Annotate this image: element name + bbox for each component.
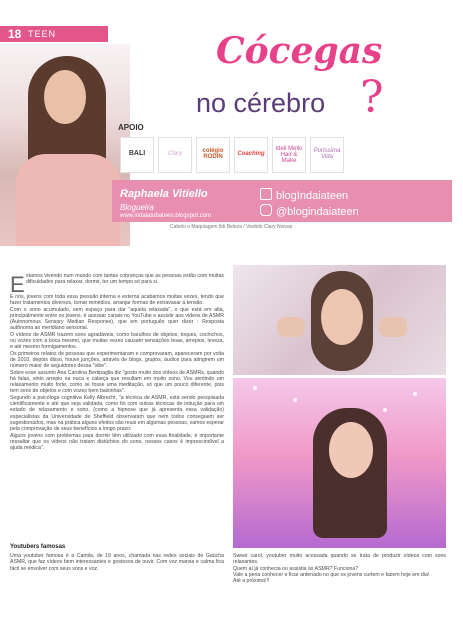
author-role: Blogueira bbox=[120, 203, 154, 212]
youtuber-photo-2 bbox=[233, 378, 446, 548]
sponsor-logo-rodin: colégio RODIN bbox=[196, 137, 230, 173]
subheading-youtubers: Youtubers famosas bbox=[10, 544, 66, 550]
paragraph-11: Quem aí já conhecia ou assistia às ASMR? Funciona? bbox=[233, 565, 359, 572]
paragraph-1: stamos vivendo num mundo com tantas cobranças que as pessoas estão com muitas dificuldades para relaxar, dormir, ter um tempo só para si. bbox=[26, 273, 224, 286]
paragraph-2: E nós, jovens com toda essa pressão interna e externa acabamos muitas vezes, tendo que fazer tratamentos diversos, tomar remédios, arranjar formas de extravasar a tensão. bbox=[10, 294, 224, 307]
instagram-handle[interactable]: @blogindaiateen bbox=[260, 204, 359, 218]
paragraph-13: Até a próxima!!! bbox=[233, 578, 270, 585]
facebook-handle[interactable]: blogIndaiateen bbox=[260, 188, 348, 202]
author-name: Raphaela Vitiello bbox=[120, 188, 208, 200]
paragraph-5: Os primeiros relatos de pessoas que experimentaram e comprovaram, apareceram por volta de 2010, depois disso, houve junções, através de blogs, grupos, áudios para atingirem um número maior de seguidores dessa "vibe". bbox=[10, 350, 224, 370]
instagram-icon bbox=[260, 204, 272, 216]
paragraph-7: Segundo a psicóloga cognitiva Kelly Albrecht, "a técnica de ASMR, está sendo pesquisada cientificamente e até que seja validada, como foi com outras técnicas de indução para um estado de relaxamento e sono, (como a hipnose que já apresenta essa validação) especialistas da Universidade de Sheffield observaram que nem todos conseguem ser sugestionados, mas na prática alguns efeitos são reais em algumas pessoas, vamos esperar pela comprovação de seus benefícios a longo prazo. bbox=[10, 394, 224, 433]
paragraph-4: O vídeos de ASMR trazem sons agradáveis, como barulhos de objetos, toques, cochichos, ou vozes com a boca mesmo, que muitas vezes causam sensações boas, arrepios, leveza, e até mesmo formigamentos. bbox=[10, 331, 224, 351]
sponsors-label: APOIO bbox=[118, 123, 144, 132]
paragraph-10: Sweet carol, youtuber muito acessada quando se trata de produzir vídeos com sons relaxantes. bbox=[233, 553, 446, 566]
paragraph-8: Alguns jovens com problemas para dormir têm utilizado com essa finalidade, é importante ressaltar que os vídeos não tratam distúrbios do sono, nesses casos é imprescindível a ajuda médica". bbox=[10, 432, 224, 452]
sponsor-logo-coaching: Coaching bbox=[234, 137, 268, 173]
photo-credit: Cabelo e Maquiagem Ildi Beleza / Vestido Clary Noivas bbox=[170, 224, 293, 230]
author-portrait bbox=[0, 44, 130, 246]
headline-question-mark: ? bbox=[360, 72, 384, 123]
sponsor-logo-clary: Clary bbox=[158, 137, 192, 173]
sponsor-logo-bali: BALI bbox=[120, 137, 154, 173]
paragraph-12: Vale a pena conhecer e ficar antenado no que os jovens curtem e fazem hoje em dia! bbox=[233, 571, 430, 578]
youtuber-photo-1 bbox=[233, 265, 446, 375]
author-blog-url[interactable]: www.indaiatubateen.blogspot.com bbox=[120, 213, 212, 219]
sponsor-logo-ideli: Ideli Mello Hair & Make bbox=[272, 137, 306, 173]
page-number: 18 bbox=[8, 27, 22, 41]
article-body-left bbox=[10, 294, 224, 451]
article-body-right bbox=[233, 553, 446, 584]
paragraph-9: Uma youtuber famosa é a Camila, de 19 anos, chamada nas redes sociais de Gaúcha ASMR, que faz vídeos bem interessantes e gostosos de ouvir. Com voz mansa e calma fica fácil se envolver com seus sons e voz. bbox=[10, 553, 224, 572]
drop-cap: E bbox=[10, 272, 25, 297]
paragraph-3: Com o sono acumulado, sem espaço para dar "aquela relaxada", o que está em alta, principalmente entre os jovens, é acessar canais no YouTube e assistir aos vídeos de ASMR (Autonomous Sensory Median Response), que em português quer dizer : Resposta autônoma ao meridiano sensorial. bbox=[10, 306, 224, 332]
headline-line2: no cérebro bbox=[196, 88, 326, 118]
headline-line1: Cócegas bbox=[216, 30, 383, 72]
facebook-icon bbox=[260, 188, 272, 200]
paragraph-6: Sobre esse assunto Ana Carolina Bertipaglia diz "gosto muito dos vídeos de ASMRs, quando há falas, sinto arrepio na nuca e cabeça que resultam em muito sono. Vou sentindo um relaxamento muito forte, como se fosse uma meditação, só que um pouco diferente, pois tem sons de objetos e com vozes bem baixinhas". bbox=[10, 369, 224, 395]
sponsor-logo-purissima: Puríssima Vida bbox=[310, 137, 344, 173]
section-label: TEEN bbox=[28, 29, 57, 39]
